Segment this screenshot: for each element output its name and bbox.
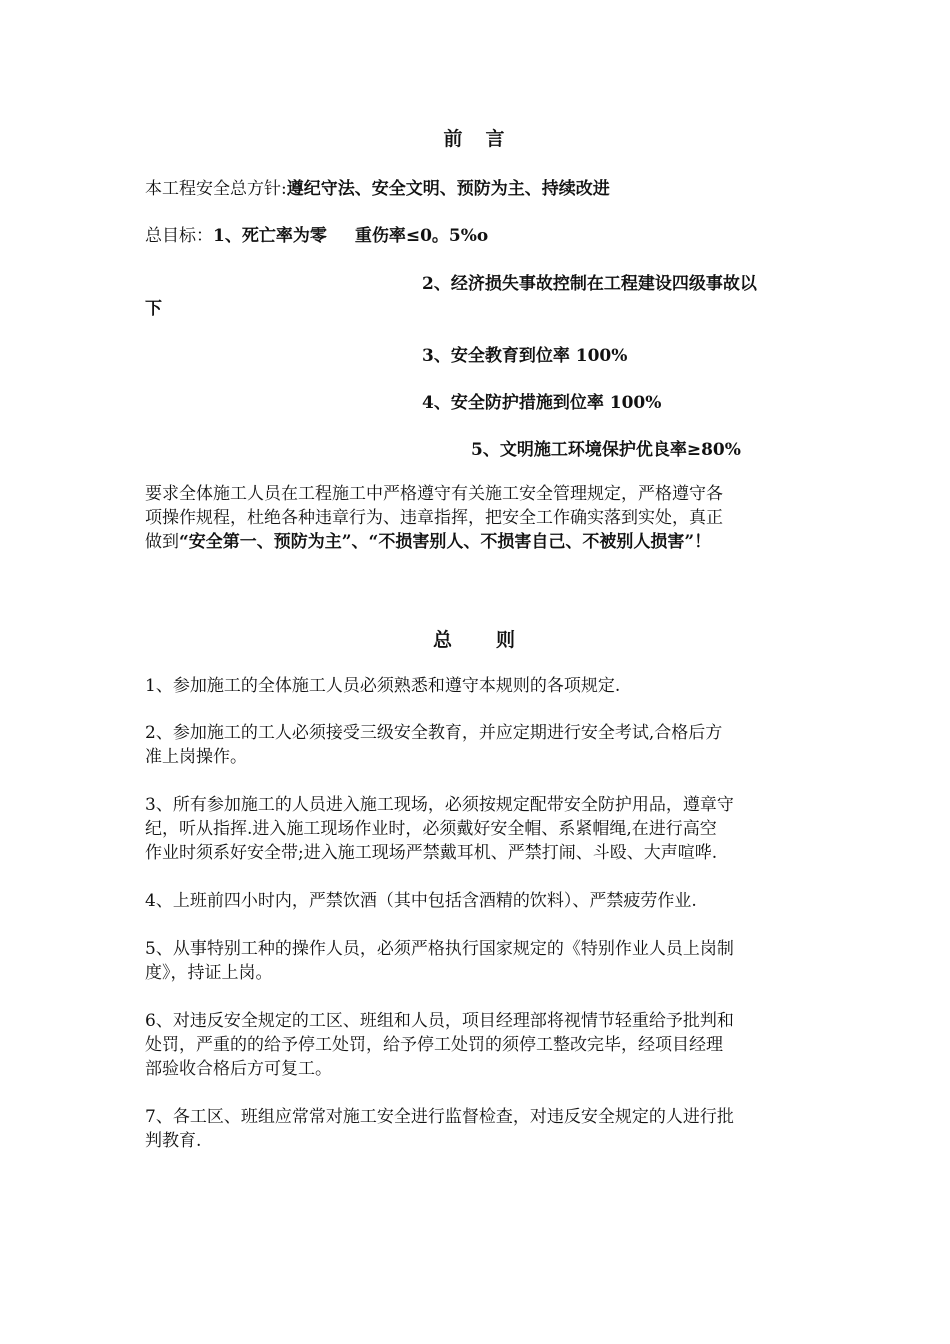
rule-line: 部验收合格后方可复工。 [145, 1059, 332, 1079]
rule-line: 度》，持证上岗。 [145, 963, 273, 983]
rule-line: 1、参加施工的全体施工人员必须熟悉和遵守本规则的各项规定. [145, 676, 621, 696]
rule-4 [145, 889, 815, 913]
rule-line: 7、各工区、班组应常常对施工安全进行监督检查，对违反安全规定的人进行批 [145, 1107, 734, 1127]
requirement-line-3-bold: “安全第一、预防为主”、“不损害别人、不损害自己、不被别人损害”！ [179, 532, 712, 552]
rule-7 [145, 1105, 815, 1153]
rule-line: 6、对违反安全规定的工区、班组和人员，项目经理部将视情节轻重给予批判和 [145, 1011, 734, 1031]
general-title: 总 则 [432, 629, 517, 651]
rule-3 [145, 793, 815, 865]
goal-1b: 重伤率≤0。5%o [354, 226, 489, 246]
goal-1a: 1、死亡率为零 [213, 226, 327, 246]
goal-line-1 [145, 221, 825, 246]
requirement-line-2: 项操作规程，杜绝各种违章行为、违章指挥，把安全工作确实落到实处，真正 [145, 508, 723, 528]
rule-line: 处罚，严重的的给予停工处罚，给予停工处罚的须停工整改完毕，经项目经理 [145, 1035, 723, 1055]
requirement-line-3 [145, 530, 815, 554]
rule-line: 纪，听从指挥.进入施工现场作业时，必须戴好安全帽、系紧帽绳,在进行高空 [145, 819, 717, 839]
rule-line: 3、所有参加施工的人员进入施工现场，必须按规定配带安全防护用品，遵章守 [145, 795, 734, 815]
goal-3: 3、安全教育到位率 100% [422, 346, 628, 366]
preface-title: 前 言 [443, 128, 507, 150]
rule-line: 准上岗操作。 [145, 747, 247, 767]
rule-line: 4、上班前四小时内，严禁饮酒（其中包括含酒精的饮料）、严禁疲劳作业. [145, 891, 697, 911]
requirement-line-1: 要求全体施工人员在工程施工中严格遵守有关施工安全管理规定，严格遵守各 [145, 484, 723, 504]
requirement-line-3-plain: 做到 [145, 532, 179, 552]
rule-5 [145, 937, 815, 985]
policy-line [145, 174, 825, 199]
rule-line: 作业时须系好安全带;进入施工现场严禁戴耳机、严禁打闹、斗殴、大声喧哗. [145, 843, 718, 863]
rule-line: 5、从事特别工种的操作人员，必须严格执行国家规定的《特别作业人员上岗制 [145, 939, 734, 959]
goal-4: 4、安全防护措施到位率 100% [422, 393, 662, 413]
requirement-paragraph [145, 482, 815, 554]
rule-line: 2、参加施工的工人必须接受三级安全教育，并应定期进行安全考试,合格后方 [145, 723, 723, 743]
goal-5: 5、文明施工环境保护优良率≥80% [471, 440, 741, 460]
rule-1 [145, 674, 815, 698]
goal-2b: 下 [145, 299, 162, 319]
policy-label: 本工程安全总方针: [145, 179, 287, 199]
rule-2 [145, 721, 815, 769]
goal-label: 总目标： [145, 226, 213, 246]
goal-2a: 2、经济损失事故控制在工程建设四级事故以 [422, 274, 757, 294]
rule-6 [145, 1009, 815, 1081]
rule-line: 判教育. [145, 1131, 202, 1151]
policy-value: 遵纪守法、安全文明、预防为主、持续改进 [286, 179, 610, 199]
